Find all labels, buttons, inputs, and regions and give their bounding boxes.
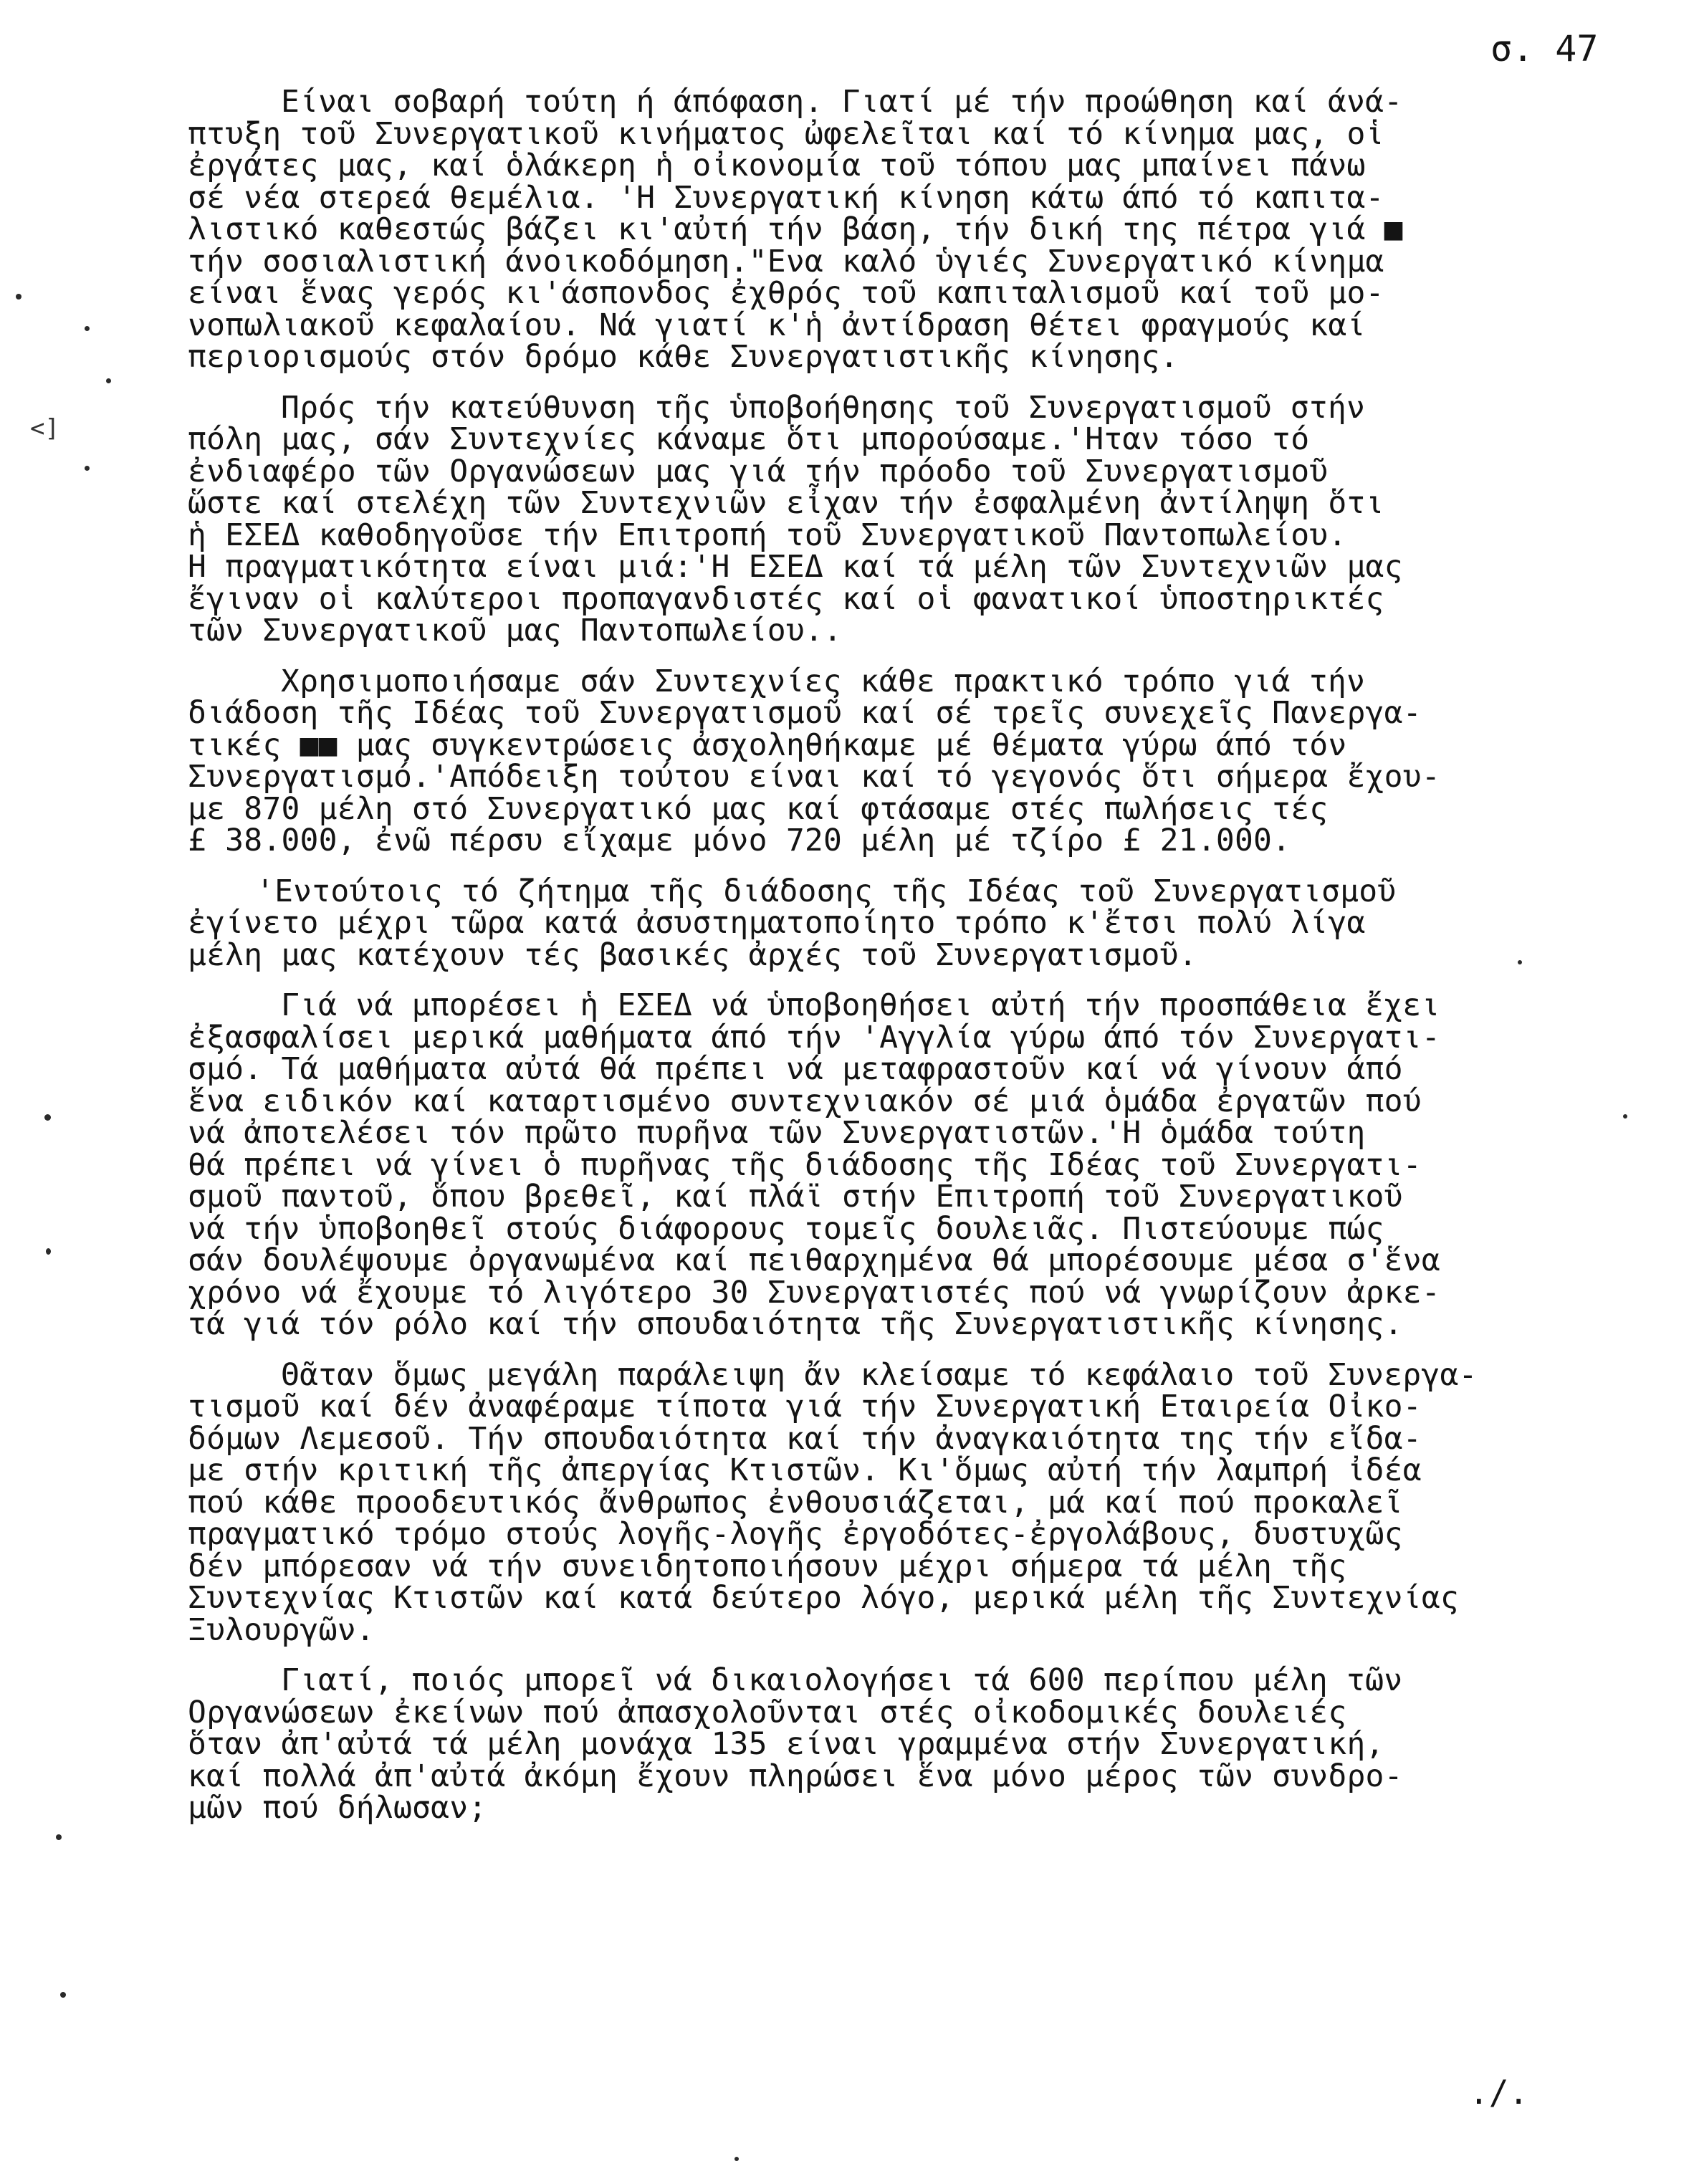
text-line: Συνεργατισμό.'Απόδειξη τούτου είναι καί τό γεγονός ὅτι σήμερα ἔχου- (188, 759, 1440, 795)
text-line: νοπωλιακοῦ κεφαλαίου. Νά γιατί κ'ἡ ἀντίδραση θέτει φραγμούς καί (188, 307, 1366, 343)
text-line: ἕνα ειδικόν καί καταρτισμένο συντεχνιακόν σέ μιά ὁμάδα ἐργατῶν πού (188, 1083, 1422, 1119)
text-line: £ 38.000, ἐνῶ πέρσυ εἴχαμε μόνο 720 μέλη μέ τζίρο £ 21.000. (188, 823, 1291, 858)
text-line: τικές ■■ μας συγκεντρώσεις ἀσχοληθήκαμε μέ θέματα γύρω άπό τόν (188, 727, 1347, 763)
text-line: ἐγίνετο μέχρι τῶρα κατά ἀσυστηματοποίητο τρόπο κ'ἔτσι πολύ λίγα (188, 905, 1366, 941)
text-line: περιορισμούς στόν δρόμο κάθε Συνεργατιστικῆς κίνησης. (188, 339, 1179, 375)
paragraph (188, 663, 1664, 858)
paragraph (188, 987, 1664, 1342)
text-line: διάδοση τῆς Ιδέας τοῦ Συνεργατισμοῦ καί σέ τρεῖς συνεχεῖς Πανεργα- (188, 695, 1422, 731)
text-line: τισμοῦ καί δέν ἀναφέραμε τίποτα γιά τήν Συνεργατική Εταιρεία Οἰκο- (188, 1389, 1422, 1424)
text-line: σμό. Τά μαθήματα αὐτά θά πρέπει νά μεταφραστοῦν καί νά γίνουν άπό (188, 1051, 1403, 1087)
scan-speck (85, 326, 90, 331)
paragraph (188, 1356, 1664, 1648)
text-line: ἐνδιαφέρο τῶν Οργανώσεων μας γιά τήν πρόοδο τοῦ Συνεργατισμοῦ (188, 453, 1329, 489)
closing-continuation-mark: ./. (1469, 2073, 1529, 2112)
text-line: λιστικό καθεστώς βάζει κι'αὐτή τήν βάση, τήν δική της πέτρα γιά ■ (188, 211, 1403, 247)
text-line: ἡ ΕΣΕΔ καθοδηγοῦσε τήν Επιτροπή τοῦ Συνεργατικοῦ Παντοπωλείου. (188, 517, 1347, 553)
text-line: ἐργάτες μας, καί ὁλάκερη ἡ οἰκονομία τοῦ τόπου μας μπαίνει πάνω (188, 148, 1366, 183)
text-line: νά ἀποτελέσει τόν πρῶτο πυρῆνα τῶν Συνεργατιστῶν.'Η ὁμάδα τούτη (188, 1115, 1366, 1151)
text-line: τῶν Συνεργατικοῦ μας Παντοπωλείου.. (188, 613, 843, 648)
text-line: ἐξασφαλίσει μερικά μαθήματα άπό τήν 'Αγγλία γύρω άπό τόν Συνεργατι- (188, 1019, 1440, 1055)
text-line: με 870 μέλη στό Συνεργατικό μας καί φτάσαμε στές πωλήσεις τές (188, 790, 1329, 827)
text-line: σάν δουλέψουμε ὀργανωμένα καί πειθαρχημένα θά μπορέσουμε μέσα σ'ἕνα (188, 1242, 1440, 1278)
text-line: σμοῦ παντοῦ, ὅπου βρεθεῖ, καί πλάϊ στήν Επιτροπή τοῦ Συνεργατικοῦ (188, 1179, 1403, 1215)
paragraph (188, 86, 1664, 373)
scan-speck (106, 378, 111, 383)
scan-speck (1623, 1114, 1627, 1119)
scan-speck (16, 294, 21, 300)
text-line: Πρός τήν κατεύθυνση τῆς ὑποβοήθησης τοῦ Συνεργατισμοῦ στήν (281, 389, 1366, 426)
text-line: καί πολλά ἀπ'αὐτά ἀκόμη ἔχουν πληρώσει ἕνα μόνο μέρος τῶν συνδρο- (188, 1758, 1403, 1794)
text-line: τήν σοσιαλιστική άνοικοδόμηση."Ενα καλό ὑγιές Συνεργατικό κίνημα (188, 243, 1384, 279)
paragraph (188, 389, 1664, 648)
text-line: μέλη μας κατέχουν τές βασικές ἀρχές τοῦ Συνεργατισμοῦ. (188, 937, 1197, 973)
text-line: χρόνο νά ἔχουμε τό λιγότερο 30 Συνεργατιστές πού νά γνωρίζουν ἀρκε- (188, 1274, 1440, 1311)
scan-speck (85, 466, 90, 471)
text-line: ὅταν ἀπ'αὐτά τά μέλη μονάχα 135 είναι γραμμένα στήν Συνεργατική, (188, 1726, 1384, 1762)
text-line: Χρησιμοποιήσαμε σάν Συντεχνίες κάθε πρακτικό τρόπο γιά τήν (281, 663, 1366, 699)
margin-bracket-mark: <] (30, 414, 59, 443)
paragraph (188, 873, 1664, 973)
text-line: ὥστε καί στελέχη τῶν Συντεχνιῶν εἶχαν τήν ἐσφαλμένη ἀντίληψη ὅτι (188, 485, 1384, 521)
paragraph (188, 1662, 1664, 1826)
text-line: Θᾶταν ὅμως μεγάλη παράλειψη ἄν κλείσαμε τό κεφάλαιο τοῦ Συνεργα- (281, 1356, 1478, 1393)
text-line: πραγματικό τρόμο στούς λογῆς-λογῆς ἐργοδότες-ἐργολάβους, δυστυχῶς (188, 1516, 1403, 1552)
page-number: σ. 47 (1490, 28, 1599, 70)
text-line: με στήν κριτική τῆς ἀπεργίας Κτιστῶν. Κι'ὅμως αὐτή τήν λαμπρή ἰδέα (188, 1452, 1422, 1488)
text-line: δέν μπόρεσαν νά τήν συνειδητοποιήσουν μέχρι σήμερα τά μέλη τῆς (188, 1548, 1347, 1584)
text-line: Ξυλουργῶν. (188, 1611, 375, 1648)
text-line: ἔγιναν οἱ καλύτεροι προπαγανδιστές καί οἱ φανατικοί ὑποστηρικτές (188, 580, 1384, 617)
text-line: είναι ἕνας γερός κι'άσπονδος ἐχθρός τοῦ καπιταλισμοῦ καί τοῦ μο- (188, 275, 1384, 311)
text-line: μῶν πού δήλωσαν; (188, 1790, 487, 1826)
text-line: 'Εντούτοις τό ζήτημα τῆς διάδοσης τῆς Ιδέας τοῦ Συνεργατισμοῦ (256, 873, 1397, 909)
text-line: δόμων Λεμεσοῦ. Τήν σπουδαιότητα καί τήν ἀναγκαιότητα της τήν εἴδα- (188, 1420, 1422, 1457)
text-line: Είναι σοβαρή τούτη ή άπόφαση. Γιατί μέ τήν προώθηση καί άνά- (281, 84, 1403, 120)
text-line: πόλη μας, σάν Συντεχνίες κάναμε ὅτι μπορούσαμε.'Ηταν τόσο τό (188, 421, 1310, 457)
text-line: Οργανώσεων ἐκείνων πού ἀπασχολοῦνται στές οἰκοδομικές δουλειές (188, 1694, 1347, 1730)
body-text (188, 86, 1664, 1843)
text-line: θά πρέπει νά γίνει ὁ πυρῆνας τῆς διάδοσης τῆς Ιδέας τοῦ Συνεργατι- (188, 1146, 1422, 1183)
text-line: νά τήν ὑποβοηθεῖ στούς διάφορους τομεῖς δουλειᾶς. Πιστεύουμε πώς (188, 1210, 1384, 1247)
scan-speck (56, 1834, 62, 1840)
scan-speck (734, 2157, 739, 2161)
text-line: Συντεχνίας Κτιστῶν καί κατά δεύτερο λόγο, μερικά μέλη τῆς Συντεχνίας (188, 1580, 1459, 1616)
text-line: σέ νέα στερεά θεμέλια. 'Η Συνεργατική κίνηση κάτω άπό τό καπιτα- (188, 179, 1384, 216)
text-line: Γιά νά μπορέσει ἡ ΕΣΕΔ νά ὑποβοηθήσει αὐτή τήν προσπάθεια ἔχει (281, 987, 1440, 1023)
text-line: πτυξη τοῦ Συνεργατικοῦ κινήματος ὠφελεῖται καί τό κίνημα μας, οἱ (188, 115, 1384, 152)
scan-speck (60, 1992, 66, 1998)
scan-speck (44, 1114, 51, 1121)
scan-speck (1518, 960, 1522, 964)
text-line: πού κάθε προοδευτικός ἄνθρωπος ἐνθουσιάζεται, μά καί πού προκαλεῖ (188, 1484, 1403, 1520)
text-line: Η πραγματικότητα είναι μιά:'Η ΕΣΕΔ καί τά μέλη τῶν Συντεχνιῶν μας (188, 549, 1403, 585)
text-line: τά γιά τόν ρόλο καί τήν σπουδαιότητα τῆς Συνεργατιστικῆς κίνησης. (188, 1306, 1403, 1342)
text-line: Γιατί, ποιός μπορεῖ νά δικαιολογήσει τά 600 περίπου μέλη τῶν (281, 1662, 1403, 1698)
scan-speck (46, 1248, 51, 1255)
